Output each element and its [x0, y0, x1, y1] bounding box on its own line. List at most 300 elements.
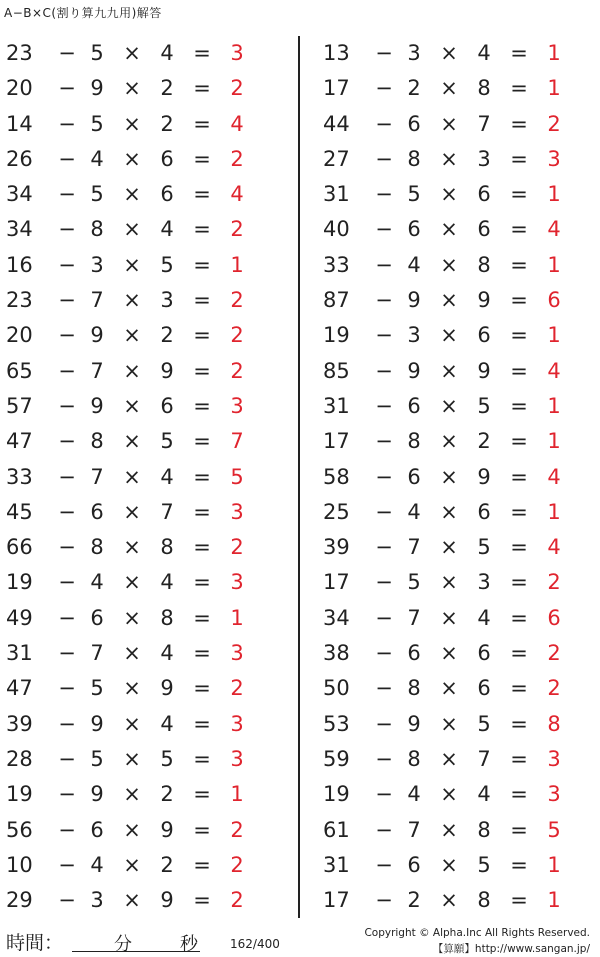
- multiplier: 4: [160, 464, 174, 489]
- multiplier: 3: [477, 146, 491, 171]
- problem-row: [323, 107, 593, 142]
- multiplier: 2: [160, 323, 174, 348]
- minuend: 17: [323, 429, 350, 454]
- answer: 4: [547, 535, 561, 560]
- times-sign: ×: [123, 464, 141, 489]
- times-sign: ×: [123, 782, 141, 807]
- minus-sign: −: [58, 888, 76, 913]
- minuend: 57: [6, 393, 33, 418]
- problem-row: [6, 636, 276, 671]
- times-sign: ×: [123, 288, 141, 313]
- equals-sign: =: [510, 746, 528, 771]
- minus-sign: −: [375, 323, 393, 348]
- minuend: 26: [6, 146, 33, 171]
- multiplicand: 9: [90, 323, 104, 348]
- multiplier: 4: [160, 570, 174, 595]
- times-sign: ×: [440, 429, 458, 454]
- answer: 2: [230, 676, 244, 701]
- times-sign: ×: [440, 252, 458, 277]
- minuend: 10: [6, 852, 33, 877]
- multiplier: 5: [477, 393, 491, 418]
- multiplier: 9: [160, 888, 174, 913]
- multiplier: 4: [477, 41, 491, 65]
- multiplicand: 4: [407, 252, 421, 277]
- minuend: 34: [323, 605, 350, 630]
- equals-sign: =: [510, 358, 528, 383]
- times-sign: ×: [440, 535, 458, 560]
- multiplier: 8: [477, 888, 491, 913]
- minuend: 45: [6, 499, 33, 524]
- times-sign: ×: [123, 746, 141, 771]
- multiplicand: 5: [407, 182, 421, 207]
- minuend: 13: [323, 41, 350, 65]
- multiplier: 4: [160, 41, 174, 65]
- times-sign: ×: [123, 252, 141, 277]
- equals-sign: =: [193, 746, 211, 771]
- multiplicand: 5: [90, 746, 104, 771]
- multiplicand: 6: [90, 499, 104, 524]
- minuend: 61: [323, 817, 350, 842]
- answer: 2: [230, 288, 244, 313]
- times-sign: ×: [123, 817, 141, 842]
- multiplicand: 7: [90, 358, 104, 383]
- minus-sign: −: [58, 217, 76, 242]
- answer: 4: [230, 111, 244, 136]
- answer: 2: [547, 570, 561, 595]
- problem-row: [323, 177, 593, 212]
- times-sign: ×: [440, 111, 458, 136]
- multiplicand: 4: [90, 146, 104, 171]
- answer: 2: [230, 323, 244, 348]
- multiplier: 4: [160, 641, 174, 666]
- problem-row: [323, 813, 593, 848]
- multiplicand: 4: [407, 782, 421, 807]
- seconds-label: 秒: [180, 934, 198, 955]
- multiplicand: 8: [407, 429, 421, 454]
- minutes-label: 分: [114, 934, 132, 955]
- times-sign: ×: [440, 605, 458, 630]
- multiplicand: 7: [407, 535, 421, 560]
- minuend: 19: [6, 570, 33, 595]
- multiplier: 2: [160, 76, 174, 101]
- minus-sign: −: [58, 323, 76, 348]
- equals-sign: =: [193, 570, 211, 595]
- multiplicand: 5: [90, 182, 104, 207]
- minus-sign: −: [58, 676, 76, 701]
- equals-sign: =: [510, 676, 528, 701]
- equals-sign: =: [193, 111, 211, 136]
- equals-sign: =: [510, 429, 528, 454]
- equals-sign: =: [193, 605, 211, 630]
- problem-row: [6, 742, 276, 777]
- minus-sign: −: [375, 111, 393, 136]
- times-sign: ×: [123, 358, 141, 383]
- times-sign: ×: [123, 323, 141, 348]
- multiplier: 9: [160, 358, 174, 383]
- times-sign: ×: [440, 358, 458, 383]
- multiplier: 6: [160, 393, 174, 418]
- times-sign: ×: [123, 888, 141, 913]
- times-sign: ×: [440, 182, 458, 207]
- equals-sign: =: [193, 888, 211, 913]
- times-sign: ×: [123, 146, 141, 171]
- problem-row: [323, 777, 593, 812]
- answer: 1: [547, 252, 561, 277]
- problem-row: [323, 389, 593, 424]
- minus-sign: −: [375, 570, 393, 595]
- equals-sign: =: [193, 182, 211, 207]
- minuend: 19: [323, 782, 350, 807]
- problem-row: [323, 212, 593, 247]
- equals-sign: =: [193, 676, 211, 701]
- equals-sign: =: [193, 499, 211, 524]
- multiplicand: 4: [407, 499, 421, 524]
- times-sign: ×: [440, 288, 458, 313]
- times-sign: ×: [123, 605, 141, 630]
- minus-sign: −: [375, 182, 393, 207]
- minus-sign: −: [375, 146, 393, 171]
- times-sign: ×: [123, 41, 141, 65]
- times-sign: ×: [440, 41, 458, 65]
- multiplicand: 9: [90, 76, 104, 101]
- equals-sign: =: [510, 888, 528, 913]
- times-sign: ×: [123, 676, 141, 701]
- times-sign: ×: [440, 641, 458, 666]
- answer: 2: [230, 358, 244, 383]
- minuend: 85: [323, 358, 350, 383]
- multiplier: 9: [477, 358, 491, 383]
- answer: 3: [230, 41, 244, 65]
- minuend: 19: [323, 323, 350, 348]
- equals-sign: =: [510, 252, 528, 277]
- equals-sign: =: [510, 605, 528, 630]
- answer: 4: [230, 182, 244, 207]
- problem-row: [323, 424, 593, 459]
- times-sign: ×: [440, 817, 458, 842]
- equals-sign: =: [510, 711, 528, 736]
- answer: 2: [230, 76, 244, 101]
- times-sign: ×: [123, 535, 141, 560]
- minus-sign: −: [58, 570, 76, 595]
- minuend: 58: [323, 464, 350, 489]
- problem-row: [6, 389, 276, 424]
- minus-sign: −: [375, 535, 393, 560]
- answer: 1: [547, 852, 561, 877]
- minus-sign: −: [375, 252, 393, 277]
- minuend: 14: [6, 111, 33, 136]
- minuend: 66: [6, 535, 33, 560]
- minus-sign: −: [58, 182, 76, 207]
- minus-sign: −: [58, 393, 76, 418]
- minuend: 19: [6, 782, 33, 807]
- multiplier: 6: [477, 323, 491, 348]
- minuend: 17: [323, 888, 350, 913]
- minus-sign: −: [375, 217, 393, 242]
- multiplicand: 3: [407, 323, 421, 348]
- problem-row: [323, 565, 593, 600]
- minus-sign: −: [375, 464, 393, 489]
- equals-sign: =: [510, 852, 528, 877]
- answer: 3: [230, 499, 244, 524]
- problem-row: [323, 707, 593, 742]
- worksheet-title: A−B×C(割り算九九用)解答: [4, 6, 162, 20]
- problem-row: [323, 71, 593, 106]
- problem-row: [6, 848, 276, 883]
- minuend: 31: [323, 393, 350, 418]
- minuend: 40: [323, 217, 350, 242]
- minuend: 47: [6, 429, 33, 454]
- minuend: 56: [6, 817, 33, 842]
- problem-row: [6, 495, 276, 530]
- minus-sign: −: [375, 782, 393, 807]
- minuend: 65: [6, 358, 33, 383]
- problem-row: [6, 601, 276, 636]
- answer: 1: [230, 605, 244, 630]
- times-sign: ×: [440, 323, 458, 348]
- equals-sign: =: [193, 641, 211, 666]
- problem-row: [323, 671, 593, 706]
- minus-sign: −: [58, 146, 76, 171]
- times-sign: ×: [123, 711, 141, 736]
- multiplier: 4: [160, 217, 174, 242]
- problem-row: [6, 283, 276, 318]
- multiplicand: 8: [90, 429, 104, 454]
- multiplicand: 8: [407, 676, 421, 701]
- minus-sign: −: [58, 288, 76, 313]
- minus-sign: −: [58, 782, 76, 807]
- minuend: 16: [6, 252, 33, 277]
- minuend: 33: [6, 464, 33, 489]
- problem-row: [6, 71, 276, 106]
- equals-sign: =: [510, 817, 528, 842]
- multiplicand: 7: [90, 464, 104, 489]
- multiplicand: 3: [90, 888, 104, 913]
- problem-row: [323, 848, 593, 883]
- answer: 1: [547, 888, 561, 913]
- times-sign: ×: [440, 711, 458, 736]
- equals-sign: =: [193, 852, 211, 877]
- times-sign: ×: [440, 782, 458, 807]
- problem-row: [6, 707, 276, 742]
- equals-sign: =: [193, 146, 211, 171]
- equals-sign: =: [510, 41, 528, 65]
- answer: 1: [547, 393, 561, 418]
- multiplicand: 9: [407, 711, 421, 736]
- answer: 3: [547, 782, 561, 807]
- minuend: 23: [6, 41, 33, 65]
- multiplier: 9: [477, 464, 491, 489]
- multiplier: 5: [160, 746, 174, 771]
- answer: 5: [547, 817, 561, 842]
- site-link[interactable]: 【算願】http://www.sangan.jp/: [432, 943, 590, 955]
- multiplier: 7: [160, 499, 174, 524]
- answer: 1: [547, 323, 561, 348]
- multiplicand: 9: [407, 288, 421, 313]
- multiplicand: 8: [407, 146, 421, 171]
- minuend: 33: [323, 252, 350, 277]
- multiplicand: 4: [90, 570, 104, 595]
- equals-sign: =: [510, 182, 528, 207]
- minus-sign: −: [375, 393, 393, 418]
- minuend: 20: [6, 76, 33, 101]
- minus-sign: −: [375, 641, 393, 666]
- minuend: 25: [323, 499, 350, 524]
- minus-sign: −: [58, 852, 76, 877]
- minus-sign: −: [58, 535, 76, 560]
- minuend: 29: [6, 888, 33, 913]
- equals-sign: =: [510, 146, 528, 171]
- answer: 1: [547, 499, 561, 524]
- multiplier: 5: [160, 252, 174, 277]
- minuend: 39: [6, 711, 33, 736]
- multiplicand: 8: [90, 217, 104, 242]
- equals-sign: =: [193, 288, 211, 313]
- answer: 2: [230, 535, 244, 560]
- answer: 3: [230, 746, 244, 771]
- minuend: 34: [6, 217, 33, 242]
- problem-row: [6, 424, 276, 459]
- answer: 2: [230, 217, 244, 242]
- multiplier: 9: [477, 288, 491, 313]
- multiplicand: 6: [407, 393, 421, 418]
- multiplicand: 7: [90, 288, 104, 313]
- answer: 8: [547, 711, 561, 736]
- equals-sign: =: [193, 535, 211, 560]
- answer: 7: [230, 429, 244, 454]
- answer: 2: [230, 888, 244, 913]
- equals-sign: =: [193, 782, 211, 807]
- problem-row: [6, 883, 276, 918]
- times-sign: ×: [123, 111, 141, 136]
- page-count: 162/400: [230, 937, 280, 951]
- problem-row: [6, 565, 276, 600]
- multiplier: 8: [160, 605, 174, 630]
- answer: 1: [547, 41, 561, 65]
- answer: 1: [547, 429, 561, 454]
- multiplicand: 9: [407, 358, 421, 383]
- minus-sign: −: [375, 499, 393, 524]
- problem-row: [323, 318, 593, 353]
- multiplicand: 5: [90, 676, 104, 701]
- times-sign: ×: [123, 393, 141, 418]
- multiplier: 9: [160, 817, 174, 842]
- minus-sign: −: [58, 111, 76, 136]
- problem-row: [6, 177, 276, 212]
- times-sign: ×: [440, 888, 458, 913]
- equals-sign: =: [193, 252, 211, 277]
- minuend: 20: [6, 323, 33, 348]
- minuend: 44: [323, 111, 350, 136]
- problem-row: [323, 495, 593, 530]
- multiplier: 4: [160, 711, 174, 736]
- problem-row: [323, 636, 593, 671]
- minuend: 27: [323, 146, 350, 171]
- multiplicand: 6: [407, 852, 421, 877]
- multiplier: 7: [477, 746, 491, 771]
- times-sign: ×: [123, 182, 141, 207]
- minus-sign: −: [375, 76, 393, 101]
- multiplicand: 4: [90, 852, 104, 877]
- multiplier: 8: [160, 535, 174, 560]
- times-sign: ×: [440, 746, 458, 771]
- multiplicand: 7: [407, 817, 421, 842]
- equals-sign: =: [510, 288, 528, 313]
- answer: 4: [547, 217, 561, 242]
- times-sign: ×: [440, 464, 458, 489]
- minus-sign: −: [375, 676, 393, 701]
- times-sign: ×: [123, 217, 141, 242]
- problem-row: [6, 671, 276, 706]
- answer: 1: [547, 76, 561, 101]
- multiplier: 8: [477, 817, 491, 842]
- minus-sign: −: [58, 605, 76, 630]
- minus-sign: −: [375, 429, 393, 454]
- multiplier: 6: [477, 499, 491, 524]
- problem-row: [6, 813, 276, 848]
- answer: 3: [230, 570, 244, 595]
- minuend: 17: [323, 76, 350, 101]
- equals-sign: =: [510, 499, 528, 524]
- problem-row: [323, 354, 593, 389]
- minus-sign: −: [58, 358, 76, 383]
- minuend: 34: [6, 182, 33, 207]
- multiplier: 6: [477, 217, 491, 242]
- multiplicand: 6: [90, 605, 104, 630]
- equals-sign: =: [510, 782, 528, 807]
- multiplier: 6: [477, 641, 491, 666]
- minus-sign: −: [58, 464, 76, 489]
- equals-sign: =: [510, 464, 528, 489]
- multiplicand: 5: [90, 41, 104, 65]
- equals-sign: =: [193, 217, 211, 242]
- problem-row: [6, 107, 276, 142]
- copyright-text: Copyright © Alpha.Inc All Rights Reserved.: [364, 927, 590, 939]
- answer: 4: [547, 358, 561, 383]
- answer: 2: [230, 817, 244, 842]
- problem-row: [6, 354, 276, 389]
- minus-sign: −: [375, 817, 393, 842]
- minuend: 50: [323, 676, 350, 701]
- equals-sign: =: [510, 570, 528, 595]
- equals-sign: =: [193, 41, 211, 65]
- minus-sign: −: [375, 288, 393, 313]
- multiplier: 5: [477, 852, 491, 877]
- multiplicand: 7: [90, 641, 104, 666]
- answer: 4: [547, 464, 561, 489]
- multiplicand: 2: [407, 888, 421, 913]
- multiplier: 3: [477, 570, 491, 595]
- multiplier: 2: [160, 852, 174, 877]
- minus-sign: −: [58, 76, 76, 101]
- minuend: 23: [6, 288, 33, 313]
- right-problem-column: [323, 36, 593, 918]
- minuend: 28: [6, 746, 33, 771]
- answer: 3: [547, 746, 561, 771]
- times-sign: ×: [123, 499, 141, 524]
- problem-row: [323, 248, 593, 283]
- answer: 1: [230, 252, 244, 277]
- multiplier: 8: [477, 252, 491, 277]
- problem-row: [323, 601, 593, 636]
- minus-sign: −: [58, 429, 76, 454]
- minuend: 31: [323, 852, 350, 877]
- minuend: 87: [323, 288, 350, 313]
- answer: 2: [547, 676, 561, 701]
- times-sign: ×: [440, 499, 458, 524]
- equals-sign: =: [193, 429, 211, 454]
- multiplicand: 6: [90, 817, 104, 842]
- answer: 2: [230, 146, 244, 171]
